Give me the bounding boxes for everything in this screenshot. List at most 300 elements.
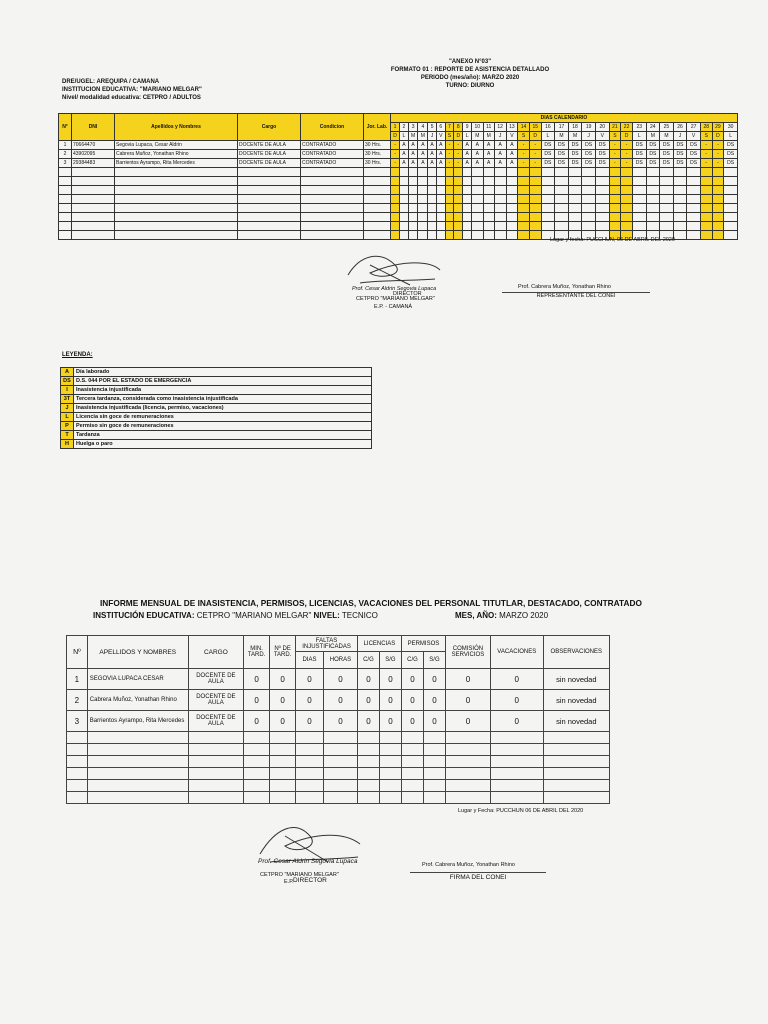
attendance-col-header: Cargo [238,114,301,141]
day-number: 10 [471,123,483,132]
attendance-empty-cell [483,186,494,195]
attendance-empty-cell [494,186,506,195]
day-letter: J [494,132,506,141]
attendance-empty-cell [483,177,494,186]
attendance-empty-cell [436,222,445,231]
attendance-empty-cell [700,222,712,231]
attendance-empty-cell [541,213,555,222]
attendance-empty-cell [400,213,409,222]
attendance-cell-name: Segovia Lupaca, Cesar Aldrin [115,141,238,150]
attendance-empty-row [59,168,738,177]
report-empty-cell [490,768,543,780]
attendance-day-cell: A [506,141,518,150]
report-cell-value: 0 [490,711,543,732]
attendance-empty-cell [712,186,724,195]
report-empty-cell [445,792,490,804]
attendance-empty-cell [687,177,701,186]
attendance-day-cell: DS [724,150,738,159]
report-cell-value: 0 [244,669,270,690]
report-empty-cell [423,744,445,756]
attendance-empty-cell [494,195,506,204]
report-empty-cell [445,780,490,792]
report-empty-cell [401,792,423,804]
attendance-empty-cell [428,204,437,213]
attendance-empty-cell [483,213,494,222]
attendance-empty-cell [483,204,494,213]
attendance-day-cell: A [400,141,409,150]
report-cell-value: 0 [357,690,379,711]
attendance-empty-cell [391,177,400,186]
report-institution-value: CETPRO "MARIANO MELGAR" [196,611,312,620]
report-empty-cell [379,768,401,780]
col-n: Nº [67,636,88,669]
attendance-empty-cell [518,195,530,204]
attendance-empty-cell [436,213,445,222]
attendance-empty-cell [609,177,621,186]
attendance-day-cell: DS [568,141,582,150]
attendance-empty-cell [660,213,674,222]
attendance-empty-cell [115,168,238,177]
attendance-day-cell: - [529,159,541,168]
attendance-empty-cell [646,186,660,195]
attendance-day-cell: A [494,159,506,168]
attendance-empty-cell [687,186,701,195]
attendance-empty-cell [609,213,621,222]
attendance-empty-cell [454,204,463,213]
day-letter: S [700,132,712,141]
report-cell-name: Barrientos Ayrampo, Rita Mercedes [87,711,188,732]
annex-format: FORMATO 01 : REPORTE DE ASISTENCIA DETALLADO [390,67,550,73]
report-empty-cell [188,744,243,756]
annex-period: PERIODO (mes/año): MARZO 2020 [420,75,520,81]
report-empty-cell [296,780,324,792]
attendance-header-row [59,114,738,123]
report-empty-cell [244,792,270,804]
attendance-empty-cell [673,186,687,195]
attendance-empty-cell [72,213,115,222]
attendance-day-cell: - [518,150,530,159]
attendance-empty-cell [400,204,409,213]
attendance-day-cell: A [428,150,437,159]
col-horas: HORAS [323,652,357,669]
day-letter: M [555,132,569,141]
legend-text: Permiso sin goce de remuneraciones [74,422,372,431]
attendance-empty-cell [568,222,582,231]
attendance-cell-jor: 30 Hrs. [364,159,391,168]
legend-text: D.S. 044 POR EL ESTADO DE EMERGENCIA [74,377,372,386]
stamp-name-top: Prof. Cesar Aldrin Segovia Lupaca [352,286,437,292]
report-empty-cell [445,744,490,756]
annex-shift: TURNO: DIURNO [445,83,495,89]
report-empty-cell [296,756,324,768]
report-cell-name: Cabrera Muñoz, Yonathan Rhino [87,690,188,711]
report-empty-cell [490,792,543,804]
report-empty-cell [296,768,324,780]
attendance-empty-cell [609,222,621,231]
attendance-day-cell: - [609,150,621,159]
conei-role-bottom: FIRMA DEL CONEI [410,872,546,881]
report-empty-cell [543,780,609,792]
legend-code: T [61,431,74,440]
report-cell-value: 0 [445,711,490,732]
attendance-empty-cell [238,204,301,213]
day-letter: S [518,132,530,141]
report-empty-cell [543,756,609,768]
attendance-day-cell: A [471,159,483,168]
attendance-empty-cell [582,195,596,204]
attendance-day-cell: A [436,150,445,159]
attendance-empty-cell [471,186,483,195]
attendance-empty-cell [518,204,530,213]
attendance-col-header: DNI [72,114,115,141]
col-perm-sg: S/G [423,652,445,669]
attendance-empty-cell [301,177,364,186]
legend-row [61,404,372,413]
attendance-empty-cell [646,195,660,204]
report-empty-cell [543,792,609,804]
attendance-day-cell: DS [687,141,701,150]
attendance-empty-cell [391,222,400,231]
attendance-cell-dni: 43902095 [72,150,115,159]
col-min-tard: MIN. TARD. [244,636,270,669]
day-letter: M [646,132,660,141]
report-empty-cell [323,744,357,756]
attendance-day-cell: A [463,159,472,168]
day-letter: L [724,132,738,141]
attendance-empty-cell [506,168,518,177]
legend-row [61,422,372,431]
report-empty-cell [445,768,490,780]
attendance-empty-cell [724,204,738,213]
report-cell-value: 0 [323,711,357,732]
attendance-empty-cell [724,186,738,195]
report-cell-n: 2 [67,690,88,711]
attendance-day-cell: DS [555,150,569,159]
attendance-empty-cell [445,195,454,204]
report-institution-line [93,611,378,620]
attendance-day-cell: - [700,159,712,168]
attendance-day-cell: DS [632,159,646,168]
attendance-empty-row [59,222,738,231]
attendance-day-cell: DS [582,159,596,168]
report-empty-cell [323,732,357,744]
attendance-empty-cell [408,213,418,222]
attendance-day-cell: A [418,159,428,168]
attendance-day-cell: - [712,150,724,159]
day-number: 14 [518,123,530,132]
report-empty-cell [270,756,296,768]
col-num-tard: Nº DE TARD. [270,636,296,669]
attendance-empty-cell [454,195,463,204]
attendance-day-cell: DS [541,150,555,159]
report-cell-cargo: DOCENTE DE AULA [188,690,243,711]
report-empty-cell [423,732,445,744]
attendance-empty-cell [471,168,483,177]
attendance-empty-cell [471,213,483,222]
attendance-empty-cell [454,177,463,186]
attendance-empty-cell [418,168,428,177]
report-cell-cargo: DOCENTE DE AULA [188,711,243,732]
day-number: 6 [436,123,445,132]
attendance-day-cell: A [506,150,518,159]
attendance-day-cell: A [436,141,445,150]
report-empty-cell [401,780,423,792]
attendance-empty-cell [408,195,418,204]
attendance-empty-cell [59,186,72,195]
attendance-row [59,141,738,150]
report-empty-cell [67,768,88,780]
report-empty-cell [490,756,543,768]
attendance-empty-cell [724,177,738,186]
attendance-col-header: Jor. Lab. [364,114,391,141]
attendance-empty-cell [518,213,530,222]
attendance-empty-cell [428,168,437,177]
report-empty-cell [401,732,423,744]
attendance-empty-cell [518,231,530,240]
stamp-name-bottom: Prof. Cesar Aldrin Segovia Lupaca [258,858,358,865]
day-number: 18 [568,123,582,132]
attendance-empty-cell [646,222,660,231]
attendance-table [58,113,738,240]
attendance-empty-cell [72,168,115,177]
attendance-empty-cell [454,168,463,177]
legend-title: LEYENDA: [62,352,93,358]
report-place-date: Lugar y Fecha: PUCCHUN 06 DE ABRIL DEL 2020 [458,808,584,814]
day-number: 25 [660,123,674,132]
attendance-empty-cell [115,204,238,213]
attendance-empty-cell [483,231,494,240]
day-letter: D [712,132,724,141]
report-cell-value: 0 [490,669,543,690]
attendance-empty-cell [673,222,687,231]
attendance-empty-cell [529,231,541,240]
legend-text: Tardanza [74,431,372,440]
day-letter: M [408,132,418,141]
attendance-empty-cell [506,186,518,195]
report-cell-value: 0 [323,669,357,690]
attendance-empty-cell [400,168,409,177]
report-empty-cell [67,732,88,744]
attendance-day-cell: DS [660,150,674,159]
day-letter: L [541,132,555,141]
attendance-day-cell: DS [724,141,738,150]
attendance-empty-cell [471,204,483,213]
report-empty-row [67,768,610,780]
day-number: 21 [609,123,621,132]
day-number: 5 [428,123,437,132]
day-number: 2 [400,123,409,132]
attendance-empty-cell [700,195,712,204]
attendance-day-cell: - [529,150,541,159]
report-empty-cell [423,780,445,792]
attendance-day-cell: - [454,150,463,159]
legend-code: I [61,386,74,395]
attendance-empty-cell [471,177,483,186]
director-label-bottom: DIRECTOR [293,877,327,884]
day-number: 23 [632,123,646,132]
day-number: 3 [408,123,418,132]
attendance-empty-cell [673,177,687,186]
attendance-empty-cell [428,231,437,240]
attendance-day-cell: DS [660,141,674,150]
report-empty-cell [296,792,324,804]
attendance-empty-cell [687,168,701,177]
attendance-empty-cell [463,222,472,231]
attendance-empty-cell [700,231,712,240]
attendance-empty-cell [454,231,463,240]
attendance-day-cell: - [712,141,724,150]
day-letter: M [660,132,674,141]
attendance-day-cell: DS [595,159,609,168]
report-cell-value: 0 [244,711,270,732]
attendance-empty-cell [506,177,518,186]
attendance-empty-cell [59,195,72,204]
day-letter: V [595,132,609,141]
report-level-label: NIVEL: [313,611,340,620]
report-empty-cell [379,732,401,744]
day-number: 15 [529,123,541,132]
attendance-empty-cell [408,231,418,240]
day-number: 29 [712,123,724,132]
attendance-empty-cell [463,186,472,195]
attendance-empty-cell [724,168,738,177]
legend-row [61,413,372,422]
director-ep-bottom: E.P. [284,879,294,885]
report-row [67,669,610,690]
attendance-day-cell: A [494,150,506,159]
attendance-day-cell: - [529,141,541,150]
attendance-empty-cell [660,195,674,204]
report-cell-value: 0 [357,711,379,732]
report-empty-cell [87,756,188,768]
report-empty-cell [188,792,243,804]
attendance-empty-cell [518,186,530,195]
attendance-empty-cell [115,186,238,195]
attendance-empty-cell [621,222,633,231]
report-empty-cell [244,756,270,768]
col-comision: COMISIÓN SERVICIOS [445,636,490,669]
attendance-empty-cell [632,222,646,231]
report-empty-cell [379,792,401,804]
attendance-day-cell: A [408,141,418,150]
attendance-day-cell: A [463,150,472,159]
report-empty-cell [87,780,188,792]
attendance-empty-cell [494,213,506,222]
attendance-cell-cargo: DOCENTE DE AULA [238,150,301,159]
report-empty-cell [270,768,296,780]
day-letter: S [609,132,621,141]
report-empty-cell [401,768,423,780]
attendance-empty-cell [673,213,687,222]
attendance-day-cell: A [400,159,409,168]
attendance-empty-cell [621,204,633,213]
col-lic-cg: C/G [357,652,379,669]
col-dias: DIAS [296,652,324,669]
institution-header [62,78,202,102]
report-empty-cell [543,744,609,756]
attendance-empty-cell [595,213,609,222]
report-cell-obs: sin novedad [543,711,609,732]
day-letter: J [673,132,687,141]
attendance-empty-cell [621,177,633,186]
legend-code: DS [61,377,74,386]
day-number: 1 [391,123,400,132]
report-empty-cell [296,744,324,756]
attendance-empty-cell [364,231,391,240]
attendance-empty-cell [632,213,646,222]
legend-code: L [61,413,74,422]
attendance-day-cell: A [408,159,418,168]
attendance-day-cell: - [621,141,633,150]
attendance-empty-cell [712,168,724,177]
attendance-empty-cell [428,177,437,186]
attendance-empty-cell [301,231,364,240]
attendance-empty-cell [632,168,646,177]
dre-label: DRE/UGEL: AREQUIPA / CAMANA [62,79,160,85]
day-letter: D [391,132,400,141]
attendance-empty-cell [428,186,437,195]
attendance-empty-cell [364,222,391,231]
attendance-empty-cell [609,195,621,204]
attendance-empty-cell [463,231,472,240]
report-empty-row [67,756,610,768]
attendance-day-cell: DS [687,159,701,168]
attendance-empty-cell [724,222,738,231]
report-cell-n: 1 [67,669,88,690]
attendance-day-cell: A [418,150,428,159]
annex-header [370,58,570,90]
report-cell-value: 0 [423,669,445,690]
day-number: 22 [621,123,633,132]
day-number: 20 [595,123,609,132]
attendance-empty-cell [494,231,506,240]
report-empty-cell [543,732,609,744]
attendance-empty-cell [494,177,506,186]
legend-table [60,367,372,449]
attendance-day-cell: - [445,150,454,159]
attendance-day-cell: DS [595,141,609,150]
attendance-row [59,159,738,168]
report-cell-value: 0 [296,690,324,711]
attendance-empty-cell [724,213,738,222]
report-cell-cargo: DOCENTE DE AULA [188,669,243,690]
day-number: 19 [582,123,596,132]
report-empty-cell [67,780,88,792]
attendance-day-cell: DS [555,141,569,150]
attendance-empty-cell [660,222,674,231]
attendance-empty-cell [595,186,609,195]
attendance-day-cell: - [518,159,530,168]
report-empty-cell [423,756,445,768]
attendance-empty-cell [445,204,454,213]
attendance-day-cell: A [483,150,494,159]
attendance-empty-cell [595,195,609,204]
attendance-empty-cell [541,168,555,177]
attendance-day-cell: DS [673,159,687,168]
report-row [67,711,610,732]
col-cargo: CARGO [188,636,243,669]
col-perm-cg: C/G [401,652,423,669]
report-cell-value: 0 [270,669,296,690]
attendance-empty-cell [541,186,555,195]
attendance-empty-cell [595,168,609,177]
day-number: 7 [445,123,454,132]
attendance-cell-n: 1 [59,141,72,150]
attendance-day-cell: - [621,159,633,168]
day-letter: L [632,132,646,141]
attendance-empty-cell [712,177,724,186]
attendance-empty-cell [483,222,494,231]
